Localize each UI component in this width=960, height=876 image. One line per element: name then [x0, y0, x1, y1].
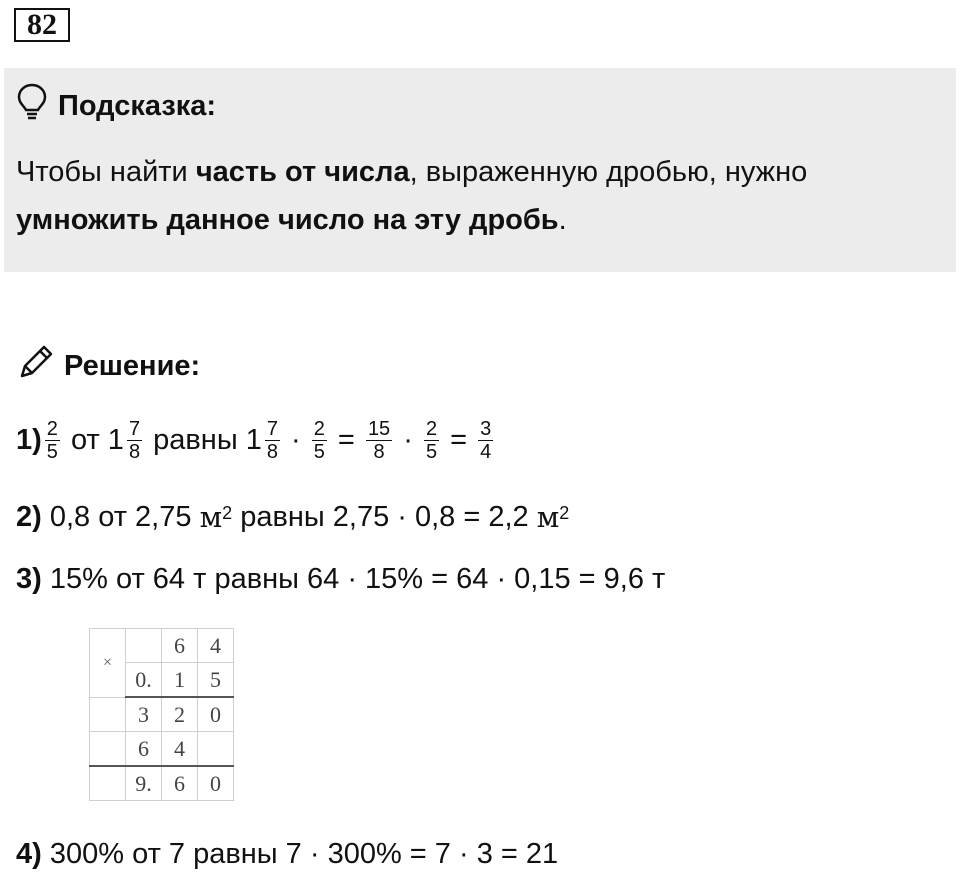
- grid-row: [90, 732, 234, 767]
- grid-cell: 3: [126, 697, 162, 732]
- numerator: 2: [313, 418, 325, 440]
- solution-item-2: [16, 500, 569, 534]
- lightbulb-icon: [16, 82, 48, 130]
- column-multiplication: [89, 628, 234, 801]
- fraction: [366, 418, 392, 463]
- grid-cell: 2: [162, 697, 198, 732]
- denominator: 5: [46, 441, 58, 463]
- item-label: 4): [16, 838, 42, 870]
- hint-bold-part: часть от числа: [195, 156, 410, 188]
- item-label: 1): [16, 424, 42, 456]
- grid-cell: [90, 697, 126, 732]
- hint-line-1: [16, 148, 807, 196]
- fraction: [45, 418, 60, 463]
- numerator: 3: [480, 418, 492, 440]
- hint-text-part: .: [558, 204, 567, 236]
- denominator: 8: [128, 441, 141, 463]
- grid-row: [90, 697, 234, 732]
- grid-cell: [90, 766, 126, 801]
- exponent: 2: [559, 502, 570, 523]
- numerator: 2: [46, 418, 58, 440]
- solution-item-3: [16, 563, 665, 596]
- solution-title: Решение:: [64, 349, 201, 382]
- grid-cell: [126, 629, 162, 663]
- text: 15% от 64 т равны 64 · 15% = 64 · 0,15 = 9,6 т: [41, 563, 666, 595]
- solution-item-4: [16, 838, 558, 871]
- hint-box: [4, 68, 956, 272]
- hint-header: [16, 82, 216, 130]
- solution-item-1: [16, 418, 496, 463]
- grid-cell: 6: [162, 766, 198, 801]
- fraction: [424, 418, 439, 463]
- hint-line-2: [16, 196, 807, 244]
- item-label: 3): [16, 563, 42, 595]
- grid-cell: 5: [198, 663, 234, 698]
- operator: ·: [282, 424, 309, 456]
- hint-text-part: , выраженную дробью, нужно: [409, 156, 808, 188]
- denominator: 8: [373, 441, 385, 463]
- operator: =: [442, 424, 476, 456]
- grid-cell: 0: [198, 766, 234, 801]
- numerator: 15: [367, 418, 391, 440]
- hint-title: Подсказка:: [58, 89, 217, 122]
- fraction: [312, 418, 327, 463]
- grid-cell: 0: [198, 697, 234, 732]
- numerator: 2: [425, 418, 438, 440]
- item-label: 2): [16, 500, 42, 533]
- denominator: 4: [480, 441, 492, 463]
- numerator: 7: [266, 418, 278, 440]
- problem-number: 82: [14, 8, 70, 42]
- denominator: 8: [266, 441, 278, 463]
- denominator: 5: [425, 441, 438, 463]
- hint-text-part: Чтобы найти: [16, 156, 196, 188]
- numerator: 7: [128, 418, 141, 440]
- pencil-icon: [16, 342, 56, 390]
- grid-row: [90, 766, 234, 801]
- grid-cell: [198, 732, 234, 767]
- denominator: 5: [313, 441, 325, 463]
- grid-row: [90, 629, 234, 663]
- grid-cell: 9.: [126, 766, 162, 801]
- text: 0,8 от 2,75: [41, 500, 200, 533]
- text: равны 1: [145, 424, 262, 456]
- text: от 1: [62, 424, 124, 456]
- grid-cell: 6: [162, 629, 198, 663]
- grid-cell: 0.: [126, 663, 162, 698]
- grid-cell: 4: [162, 732, 198, 767]
- hint-bold-part: умножить данное число на эту дробь: [16, 204, 559, 236]
- fraction: [127, 418, 142, 463]
- multiply-sign: ×: [90, 629, 126, 698]
- text: равны 2,75 · 0,8 = 2,2: [232, 500, 537, 533]
- grid-cell: 6: [126, 732, 162, 767]
- solution-header: [16, 342, 200, 390]
- operator: =: [329, 424, 363, 456]
- hint-text: [16, 148, 807, 244]
- grid-cell: 1: [162, 663, 198, 698]
- text: 300% от 7 равны 7 · 300% = 7 · 3 = 21: [41, 838, 559, 870]
- unit: м: [536, 500, 560, 534]
- fraction: [478, 418, 493, 463]
- operator: ·: [395, 424, 421, 456]
- fraction: [265, 418, 280, 463]
- exponent: 2: [222, 502, 233, 523]
- grid-cell: 4: [198, 629, 234, 663]
- unit: м: [199, 500, 223, 534]
- grid-cell: [90, 732, 126, 767]
